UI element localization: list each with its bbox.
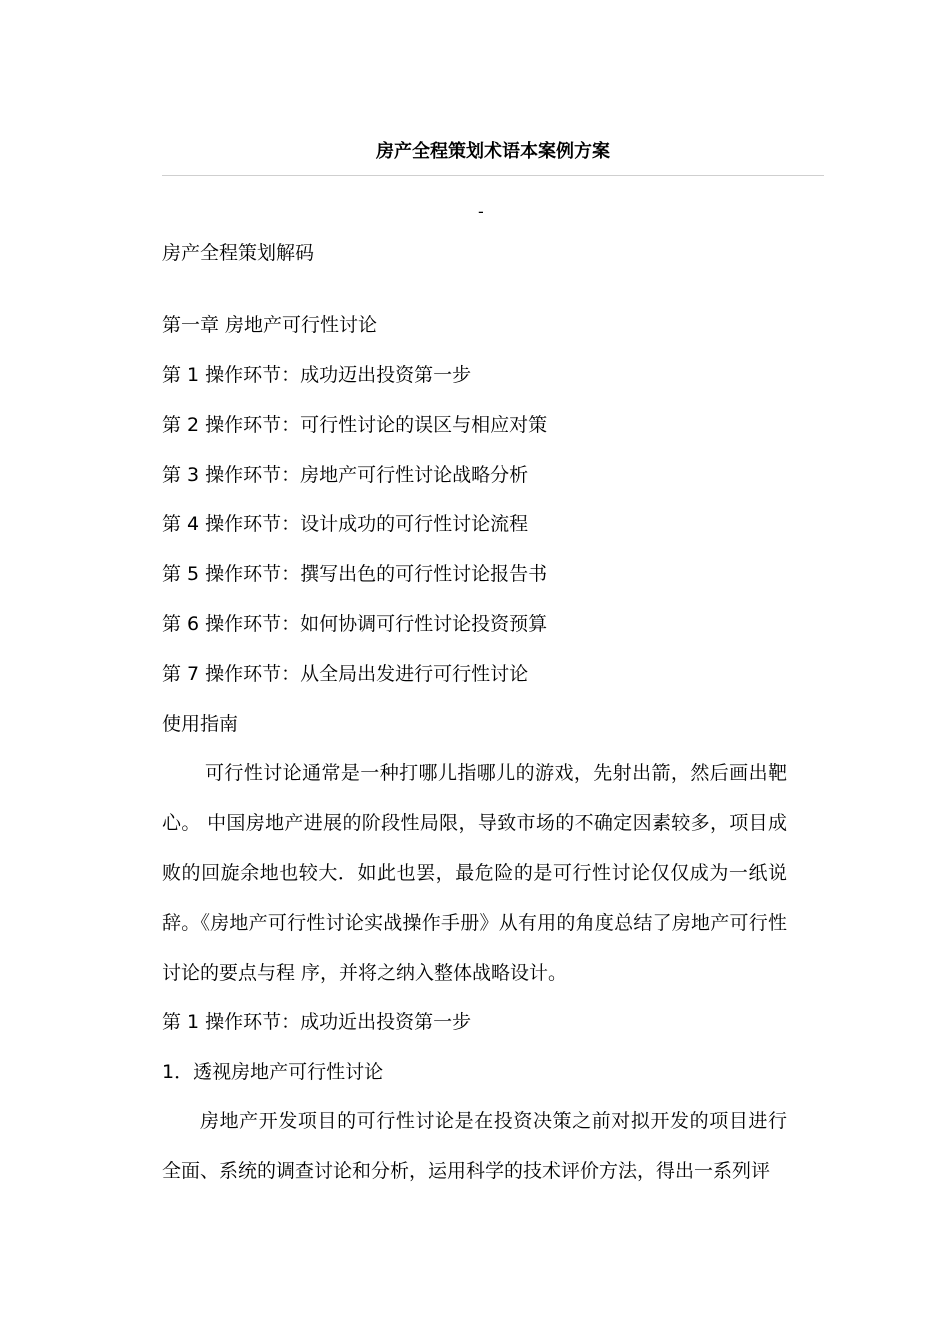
toc-item: 第 2 操作环节：可行性讨论的误区与相应对策 <box>162 414 548 436</box>
guide-paragraph: 可行性讨论通常是一种打哪儿指哪儿的游戏，先射出箭，然后画出靶心。 中国房地产进展的阶段性局限，导致市场的不确定因素较多，项目成败的回旋余地也较大．如此也罢，最危险的是可行性讨论仅仅成为一纸说辞。《房地产可行性讨论实战操作手册》从有用的角度总结了房地产可行性讨论的要点与程 序，并将之纳入整体战略设计。 <box>162 762 787 984</box>
toc-item: 第 5 操作环节：撰写出色的可行性讨论报告书 <box>162 563 548 585</box>
toc-item: 第 3 操作环节：房地产可行性讨论战略分析 <box>162 464 529 486</box>
page-header-title: 房产全程策划术语本案例方案 <box>376 141 610 162</box>
document-subtitle: 房产全程策划解码 <box>162 242 315 264</box>
toc-item: 第 4 操作环节：设计成功的可行性讨论流程 <box>162 513 529 535</box>
toc-item: 第 6 操作环节：如何协调可行性讨论投资预算 <box>162 613 548 635</box>
header-divider <box>162 175 824 176</box>
chapter-heading: 第一章 房地产可行性讨论 <box>162 314 378 336</box>
toc-item: 第 1 操作环节：成功迈出投资第一步 <box>162 364 472 386</box>
guide-heading: 使用指南 <box>162 713 239 735</box>
subsection-heading: 1．透视房地产可行性讨论 <box>162 1061 384 1083</box>
section-heading: 第 1 操作环节：成功近出投资第一步 <box>162 1011 472 1033</box>
toc-item: 第 7 操作环节：从全局出发进行可行性讨论 <box>162 663 529 685</box>
header-dash: - <box>478 202 484 221</box>
body-paragraph: 房地产开发项目的可行性讨论是在投资决策之前对拟开发的项目进行全面、系统的调查讨论和分析，运用科学的技术评价方法，得出一系列评 <box>162 1110 787 1182</box>
